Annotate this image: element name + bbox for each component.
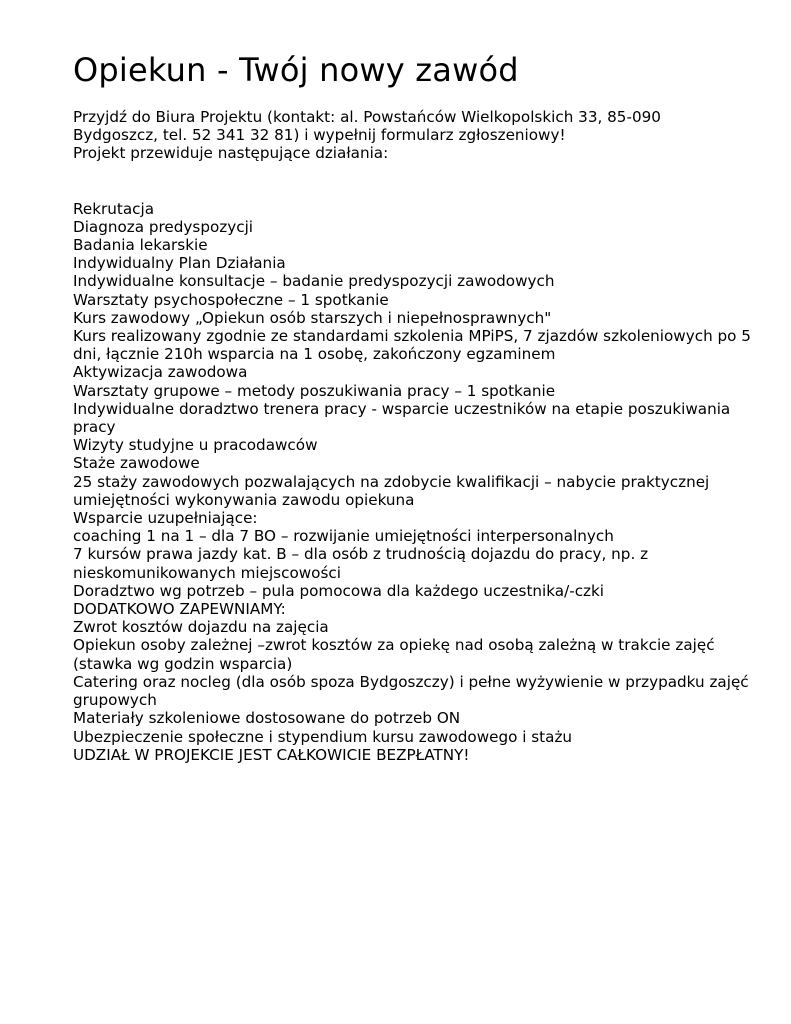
intro-line: Projekt przewiduje następujące działania: [73, 144, 389, 163]
list-item: Staże zawodowe [73, 454, 200, 473]
list-item: Diagnoza predyspozycji [73, 217, 254, 236]
list-item: Wizyty studyjne u pracodawców [73, 436, 318, 455]
list-item: Ubezpieczenie społeczne i stypendium kursu zawodowego i stażu [73, 727, 573, 746]
intro-paragraph [73, 108, 763, 163]
list-item: Indywidualny Plan Działania [73, 254, 286, 273]
list-item: Doradztwo wg potrzeb – pula pomocowa dla każdego uczestnika/-czki [73, 581, 605, 600]
list-item: Catering oraz nocleg (dla osób spoza Bydgoszczy) i pełne wyżywienie w przypadku zajęć grupowych [73, 672, 749, 710]
activities-list [73, 200, 763, 764]
list-item: Indywidualne konsultacje – badanie predyspozycji zawodowych [73, 272, 555, 291]
intro-line: Przyjdź do Biura Projektu (kontakt: al. Powstańców Wielkopolskich 33, 85-090 [73, 108, 661, 126]
intro-line: Bydgoszcz, tel. 52 341 32 81) i wypełnij formularz zgłoszeniowy! [73, 126, 566, 145]
list-item: Rekrutacja [73, 199, 155, 218]
list-item: Materiały szkoleniowe dostosowane do potrzeb ON [73, 709, 461, 728]
list-item: Kurs realizowany zgodnie ze standardami szkolenia MPiPS, 7 zjazdów szkoleniowych po 5 dni, łącznie 210h wsparcia na 1 osobę, zakończony egzaminem [73, 327, 751, 364]
list-item: Warsztaty psychospołeczne – 1 spotkanie [73, 290, 389, 309]
list-item: DODATKOWO ZAPEWNIAMY: [73, 600, 286, 619]
list-item: 7 kursów prawa jazdy kat. B – dla osób z trudnością dojazdu do pracy, np. z nieskomunikowanych miejscowości [73, 545, 649, 582]
list-item: Wsparcie uzupełniające: [73, 509, 258, 528]
list-item: coaching 1 na 1 – dla 7 BO – rozwijanie umiejętności interpersonalnych [73, 527, 614, 546]
list-item: Indywidualne doradztwo trenera pracy - wsparcie uczestników na etapie poszukiwania pracy [73, 399, 731, 437]
list-item: Opiekun osoby zależnej –zwrot kosztów za opiekę nad osobą zależną w trakcie zajęć (stawka wg godzin wsparcia) [73, 636, 715, 673]
list-item: Warsztaty grupowe – metody poszukiwania pracy – 1 spotkanie [73, 381, 556, 400]
list-item: Aktywizacja zawodowa [73, 363, 248, 382]
document-page [73, 50, 763, 764]
list-item: Zwrot kosztów dojazdu na zajęcia [73, 618, 329, 637]
list-item: Badania lekarskie [73, 236, 208, 255]
list-item: UDZIAŁ W PROJEKCIE JEST CAŁKOWICIE BEZPŁATNY! [73, 745, 470, 764]
page-title: Opiekun - Twój nowy zawód [73, 51, 519, 89]
list-item: Kurs zawodowy „Opiekun osób starszych i niepełnosprawnych" [73, 308, 552, 327]
list-item: 25 staży zawodowych pozwalających na zdobycie kwalifikacji – nabycie praktycznej umiejętności wykonywania zawodu opiekuna [73, 472, 710, 509]
